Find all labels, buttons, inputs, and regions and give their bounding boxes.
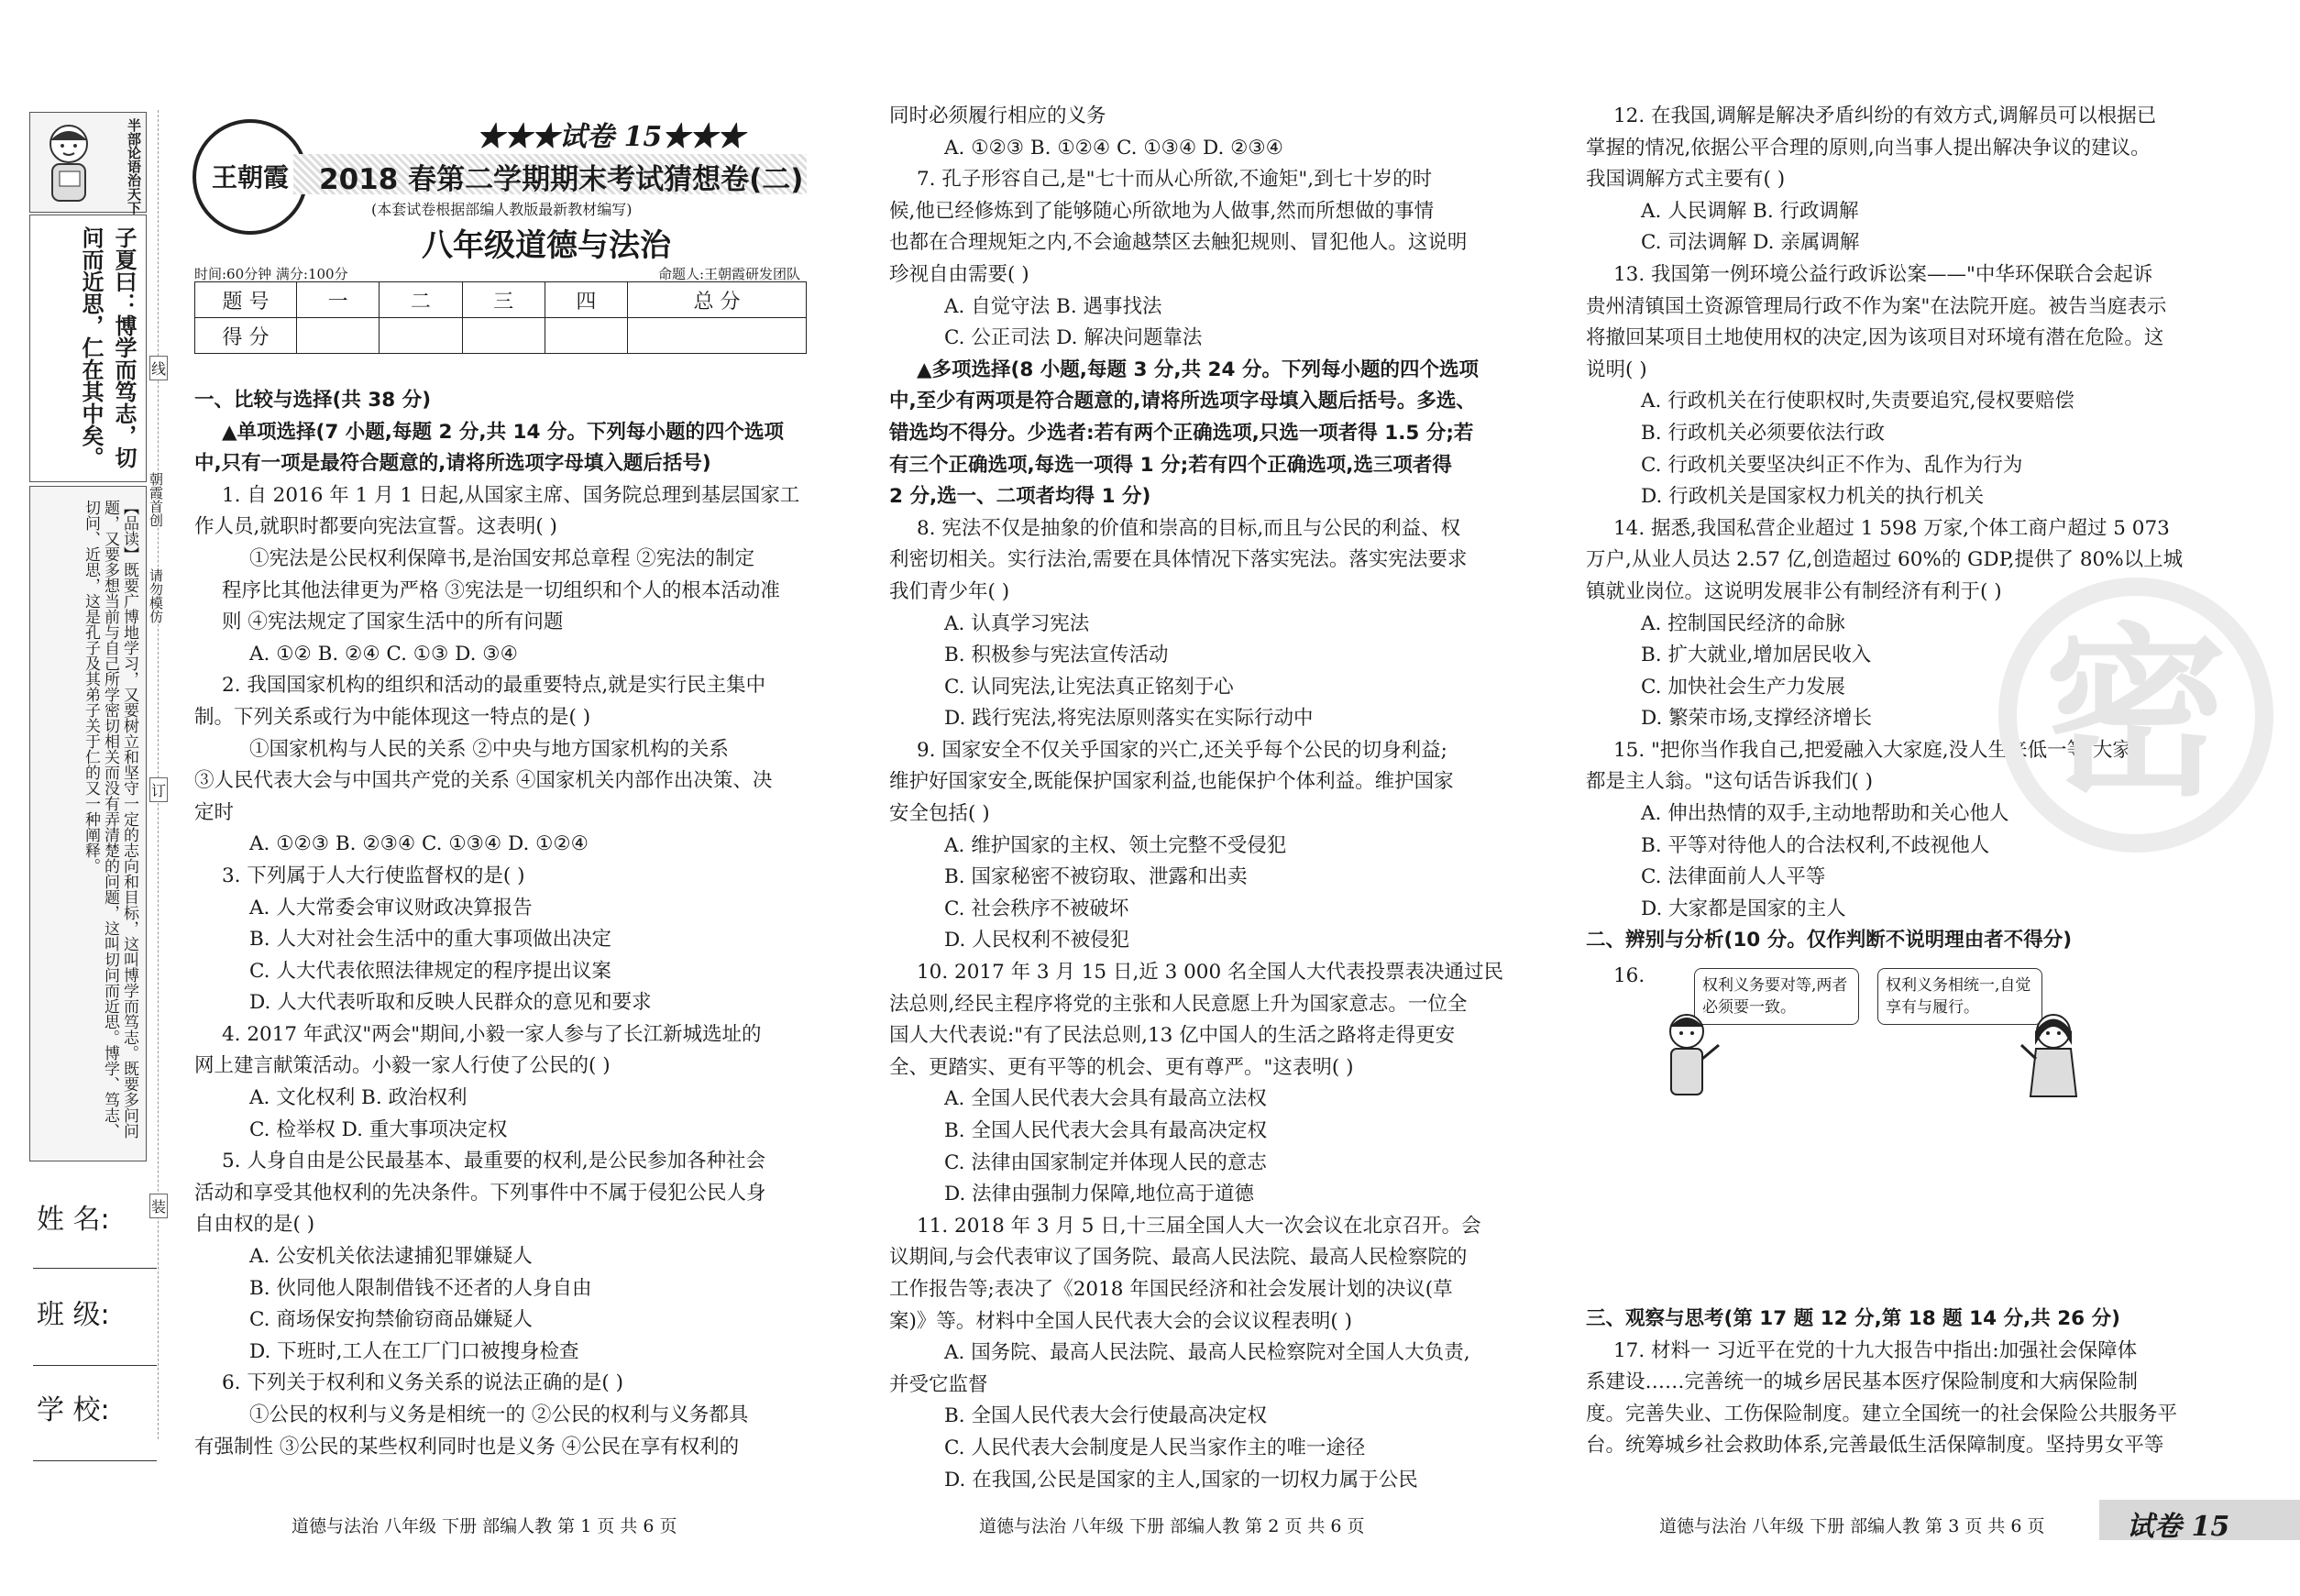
answer-option: A. 认真学习宪法: [944, 611, 1090, 635]
question-text: 3. 下列属于人大行使监督权的是( ): [222, 864, 525, 887]
answer-options: A. 人民调解 B. 行政调解: [1641, 199, 1859, 223]
time-score: 时间:60分钟 满分:100分: [194, 266, 348, 282]
binding-mark-1: 线: [149, 356, 168, 380]
question-text: 活动和享受其他权利的先决条件。下列事件中不属于侵犯公民人身: [194, 1181, 766, 1205]
instruction: 中,只有一项是最符合题意的,请将所选项字母填入题后括号): [194, 452, 711, 476]
q16-bubble-right: 权利义务相统一,自觉享有与履行。: [1877, 968, 2042, 1025]
answer-option: A. 维护国家的主权、领土完整不受侵犯: [944, 833, 1287, 857]
sidebar-quote: 子夏曰：博学而笃志，切问而近思，仁在其中矣。: [78, 226, 138, 468]
score-cell: 一: [297, 282, 380, 318]
question-text: 11. 2018 年 3 月 5 日,十三届全国人大一次会议在北京召开。会: [917, 1214, 1481, 1238]
binding-strip: [158, 110, 159, 1439]
question-text: 网上建言献策活动。小毅一家人行使了公民的( ): [194, 1054, 611, 1078]
score-cell: 二: [380, 282, 462, 318]
question-text: 同时必须履行相应的义务: [889, 105, 1106, 127]
question-text: ①公民的权利与义务是相统一的 ②公民的权利与义务都具: [249, 1403, 749, 1426]
answer-options: A. 文化权利 B. 政治权利: [249, 1086, 468, 1110]
column-1: [194, 385, 799, 1463]
footer-page-3: 道德与法治 八年级 下册 部编人教 第 3 页 共 6 页: [1659, 1516, 2045, 1536]
score-input[interactable]: [545, 318, 627, 354]
question-text: 5. 人身自由是公民最基本、最重要的权利,是公民参加各种社会: [222, 1150, 766, 1173]
question-text: 维护好国家安全,既能保护国家利益,也能保护个体利益。维护国家: [889, 770, 1454, 794]
score-cell: 得 分: [195, 318, 297, 354]
binding-mark-2: 订: [149, 777, 168, 802]
question-text: 有强制性 ③公民的某些权利同时也是义务 ④公民在享有权利的: [194, 1435, 740, 1458]
instruction: 2 分,选一、二项者均得 1 分): [889, 485, 1151, 509]
question-text: 14. 据悉,我国私营企业超过 1 598 万家,个体工商户超过 5 073: [1613, 516, 2170, 540]
answer-options: A. ①②③ B. ②③④ C. ①③④ D. ①②④: [249, 832, 589, 856]
question-text: 我国调解方式主要有( ): [1586, 168, 1786, 192]
question-text: 7. 孔子形容自己,是"七十而从心所欲,不逾矩",到七十岁的时: [917, 168, 1433, 192]
answer-option: D. 繁荣市场,支撑经济增长: [1641, 707, 1872, 731]
question-text: 法总则,经民主程序将党的主张和人民意愿上升为国家意志。一位全: [889, 992, 1468, 1016]
answer-options: A. ①②③ B. ①②④ C. ①③④ D. ②③④: [944, 136, 1283, 160]
instruction: 有三个正确选项,每选一项得 1 分;若有四个正确选项,选三项者得: [889, 453, 1452, 477]
question-text: 系建设……完善统一的城乡居民基本医疗保险制度和大病保险制: [1586, 1370, 2139, 1394]
answer-option: B. 全国人民代表大会具有最高决定权: [944, 1119, 1267, 1142]
question-text: 工作报告等;表决了《2018 年国民经济和社会发展计划的决议(草: [889, 1277, 1453, 1301]
answer-option: A. 人大常委会审议财政决算报告: [249, 896, 533, 919]
answer-options: A. ①② B. ②④ C. ①③ D. ③④: [249, 642, 518, 666]
q16-number: 16.: [1613, 964, 1645, 987]
sidebar-pindu: 【品读】既要广博地学习，又要树立和坚守一定的志向和目标，这叫博学而笃志。既要多问问题，又要多想当前与自己所学密切相关而没有弄清楚的问题，这叫切问而近思。博学、笃志、切问、近思，这是孔子及其弟子关于仁的又一种阐释。: [82, 500, 138, 1139]
answer-option: C. 人大代表依照法律规定的程序提出议案: [249, 959, 611, 983]
answer-option: A. 伸出热情的双手,主动地帮助和关心他人: [1641, 802, 2009, 826]
answer-options: A. 自觉守法 B. 遇事找法: [944, 294, 1162, 318]
question-text: 12. 在我国,调解是解决矛盾纠纷的有效方式,调解员可以根据已: [1613, 105, 2157, 127]
binding-mark-3: 装: [149, 1194, 168, 1218]
score-cell: 题 号: [195, 282, 297, 318]
question-text: 2. 我国国家机构的组织和活动的最重要特点,就是实行民主集中: [222, 674, 766, 698]
footer-tag: 试卷 15: [2127, 1511, 2230, 1543]
score-cell: 三: [462, 282, 545, 318]
question-text: 定时: [194, 800, 235, 824]
answer-option: A. 控制国民经济的命脉: [1641, 611, 1845, 635]
answer-option: D. 大家都是国家的主人: [1641, 897, 1846, 920]
answer-option: B. 行政机关必须要依法行政: [1641, 421, 1885, 445]
paper-number: ★★★试卷 15★★★: [477, 121, 745, 153]
question-text: 议期间,与会代表审议了国务院、最高人民法院、最高人民检察院的: [889, 1246, 1468, 1270]
answer-option: D. 人大代表听取和反映人民群众的意见和要求: [249, 991, 652, 1015]
question-text: 全、更踏实、更有平等的机会、更有尊严。"这表明( ): [889, 1055, 1354, 1079]
column-3-bottom: [1586, 1304, 2177, 1462]
author: 命题人:王朝霞研发团队: [658, 266, 801, 282]
answer-option: A. 全国人民代表大会具有最高立法权: [944, 1087, 1267, 1111]
answer-option: D. 法律由强制力保障,地位高于道德: [944, 1183, 1254, 1206]
footer-page-1: 道德与法治 八年级 下册 部编人教 第 1 页 共 6 页: [292, 1516, 677, 1536]
instruction: ▲单项选择(7 小题,每题 2 分,共 14 分。下列每小题的四个选项: [222, 420, 784, 444]
boy-figure-icon: [1645, 1008, 1728, 1109]
subject-title: 八年级道德与法治: [422, 227, 671, 264]
question-text: 说明( ): [1586, 358, 1647, 381]
question-text: 10. 2017 年 3 月 15 日,近 3 000 名全国人大代表投票表决通过民: [917, 961, 1504, 985]
answer-option: B. 伙同他人限制借钱不还者的人身自由: [249, 1276, 592, 1300]
question-text: 掌握的情况,依据公平合理的原则,向当事人提出解决争议的建议。: [1586, 136, 2151, 160]
question-text: 贵州清镇国土资源管理局行政不作为案"在法院开庭。被告当庭表示: [1586, 294, 2167, 318]
brand-logo-text: 王朝霞: [211, 162, 289, 193]
question-text: 自由权的是( ): [194, 1213, 315, 1237]
footer-page-2: 道德与法治 八年级 下册 部编人教 第 2 页 共 6 页: [979, 1516, 1365, 1536]
question-text: 将撤回某项目土地使用权的决定,因为该项目对环境有潜在危险。这: [1586, 326, 2164, 350]
instruction: 中,至少有两项是符合题意的,请将所选项字母填入题后括号。多选、: [889, 390, 1476, 413]
question-text: 也都在合理规矩之内,不会逾越禁区去触犯规则、冒犯他人。这说明: [889, 231, 1468, 255]
question-text: 国人大代表说:"有了民法总则,13 亿中国人的生活之路将走得更安: [889, 1024, 1456, 1048]
question-text: 珍视自由需要( ): [889, 262, 1029, 286]
name-field[interactable]: [33, 1267, 157, 1269]
section-heading: 三、观察与思考(第 17 题 12 分,第 18 题 14 分,共 26 分): [1586, 1307, 2120, 1330]
score-table-row: [195, 318, 807, 354]
answer-option: C. 行政机关要坚决纠正不作为、乱作为行为: [1641, 453, 2023, 477]
question-text: 案)》等。材料中全国人民代表大会的会议议程表明( ): [889, 1309, 1353, 1333]
question-text: 8. 宪法不仅是抽象的价值和崇高的目标,而且与公民的利益、权: [917, 516, 1461, 540]
score-cell: 四: [545, 282, 627, 318]
question-text: 候,他已经修炼到了能够随心所欲地为人做事,然而所想做的事情: [889, 199, 1435, 223]
score-input[interactable]: [628, 318, 807, 354]
answer-option: C. 商场保安拘禁偷窃商品嫌疑人: [249, 1308, 533, 1332]
instruction: ▲多项选择(8 小题,每题 3 分,共 24 分。下列每小题的四个选项: [917, 358, 1479, 381]
section-heading: 二、辨别与分析(10 分。仅作判断不说明理由者不得分): [1586, 929, 2073, 952]
answer-options: C. 检举权 D. 重大事项决定权: [249, 1117, 508, 1141]
answer-option: C. 认同宪法,让宪法真正铭刻于心: [944, 675, 1234, 699]
column-2: [889, 101, 1503, 1496]
school-field[interactable]: [33, 1459, 157, 1461]
name-label: 姓 名:: [37, 1204, 110, 1236]
question-text: ①国家机构与人民的关系 ②中央与地方国家机构的关系: [249, 737, 729, 761]
answer-option: D. 人民权利不被侵犯: [944, 929, 1130, 952]
question-text: 程序比其他法律更为严格 ③宪法是一切组织和个人的根本活动准: [222, 578, 780, 602]
sidebar-quote-box: [29, 215, 147, 482]
score-input[interactable]: [462, 318, 545, 354]
score-cell: 总 分: [628, 282, 807, 318]
question-text: 镇就业岗位。这说明发展非公有制经济有利于( ): [1586, 579, 2002, 603]
score-table-header-row: [195, 282, 807, 318]
question-text: 都是主人翁。"这句话告诉我们( ): [1586, 770, 1874, 794]
exam-title: 2018 春第二学期期末考试猜想卷(二): [319, 163, 804, 196]
strip-text-1: 朝霞首创: [148, 472, 164, 527]
question-text: 安全包括( ): [889, 802, 990, 826]
instruction: 错选均不得分。少选者:若有两个正确选项,只选一项者得 1.5 分;若: [889, 421, 1474, 445]
question-text: 4. 2017 年武汉"两会"期间,小毅一家人参与了长江新城选址的: [222, 1022, 762, 1046]
score-input[interactable]: [297, 318, 380, 354]
answer-option: D. 下班时,工人在工厂门口被搜身检查: [249, 1339, 579, 1363]
answer-option: C. 法律面前人人平等: [1641, 865, 1826, 889]
confidential-watermark: 密: [1998, 578, 2273, 853]
question-text: 则 ④宪法规定了国家生活中的所有问题: [222, 611, 564, 634]
question-text: 度。完善失业、工伤保险制度。建立全国统一的社会保险公共服务平: [1586, 1402, 2178, 1425]
question-text: 15. "把你当作我自己,把爱融入大家庭,没人生来低一等,大家: [1613, 738, 2132, 762]
answer-option: B. 平等对待他人的合法权利,不歧视他人: [1641, 833, 1990, 857]
question-text: ③人民代表大会与中国共产党的关系 ④国家机关内部作出决策、决: [194, 769, 773, 793]
q16-bubble-left: 权利义务要对等,两者必须要一致。: [1694, 968, 1859, 1025]
question-text: 万户,从业人员达 2.57 亿,创造超过 60%的 GDP,提供了 80%以上城: [1586, 548, 2184, 572]
class-field[interactable]: [33, 1364, 157, 1366]
question-text: 9. 国家安全不仅关乎国家的兴亡,还关乎每个公民的切身利益;: [917, 738, 1447, 762]
exam-note: (本套试卷根据部编人教版最新教材编写): [371, 201, 633, 218]
question-text: 我们青少年( ): [889, 579, 1010, 603]
question-text: 6. 下列关于权利和义务关系的说法正确的是( ): [222, 1371, 623, 1395]
answer-option: B. 国家秘密不被窃取、泄露和出卖: [944, 865, 1248, 889]
question-text: 13. 我国第一例环境公益行政诉讼案——"中华环保联合会起诉: [1613, 262, 2153, 286]
school-label: 学 校:: [37, 1394, 110, 1426]
answer-option: A. 公安机关依法逮捕犯罪嫌疑人: [249, 1245, 533, 1269]
sidebar-motto: 半部论语治天下: [126, 118, 142, 215]
question-text: 台。统筹城乡社会救助体系,完善最低生活保障制度。坚持男女平等: [1586, 1434, 2164, 1458]
girl-figure-icon: [2012, 1008, 2095, 1109]
answer-options: C. 司法调解 D. 亲属调解: [1641, 231, 1860, 255]
answer-option: B. 积极参与宪法宣传活动: [944, 644, 1169, 667]
score-input[interactable]: [380, 318, 462, 354]
answer-option: A. 行政机关在行使职权时,失责要追究,侵权要赔偿: [1641, 390, 2074, 413]
answer-option: B. 扩大就业,增加居民收入: [1641, 644, 1872, 667]
answer-option: C. 加快社会生产力发展: [1641, 675, 1845, 699]
answer-option: 并受它监督: [889, 1372, 988, 1396]
question-text: ①宪法是公民权利保障书,是治国安邦总章程 ②宪法的制定: [249, 546, 755, 570]
class-label: 班 级:: [37, 1299, 110, 1331]
answer-option: A. 国务院、最高人民法院、最高人民检察院对全国人大负责,: [944, 1341, 1470, 1365]
answer-option: C. 社会秩序不被破坏: [944, 897, 1129, 920]
answer-option: C. 人民代表大会制度是人民当家作主的唯一途径: [944, 1436, 1366, 1459]
answer-option: B. 人大对社会生活中的重大事项做出决定: [249, 928, 611, 952]
answer-option: D. 践行宪法,将宪法原则落实在实际行动中: [944, 707, 1314, 731]
answer-options: C. 公正司法 D. 解决问题靠法: [944, 326, 1203, 350]
question-text: 作人员,就职时都要向宪法宣誓。这表明( ): [194, 515, 557, 539]
question-text: 利密切相关。实行法治,需要在具体情况下落实宪法。落实宪法要求: [889, 548, 1468, 572]
answer-option: D. 行政机关是国家权力机关的执行机关: [1641, 485, 1985, 509]
question-text: 制。下列关系或行为中能体现这一特点的是( ): [194, 705, 591, 729]
answer-option: B. 全国人民代表大会行使最高决定权: [944, 1404, 1267, 1428]
question-text: 17. 材料一 习近平在党的十九大报告中指出:加强社会保障体: [1613, 1338, 2138, 1362]
answer-option: D. 在我国,公民是国家的主人,国家的一切权力属于公民: [944, 1468, 1418, 1491]
cartoon-scholar-icon: [32, 116, 105, 208]
sidebar-logo-box: [29, 112, 147, 213]
section-heading: 一、比较与选择(共 38 分): [194, 389, 432, 412]
answer-option: C. 法律由国家制定并体现人民的意志: [944, 1150, 1267, 1174]
sidebar-pindu-box: [29, 486, 147, 1161]
strip-text-2: 请勿模仿: [148, 568, 164, 623]
question-text: 1. 自 2016 年 1 月 1 日起,从国家主席、国务院总理到基层国家工: [222, 483, 800, 507]
brand-logo: [193, 119, 308, 235]
score-table: [194, 281, 807, 354]
